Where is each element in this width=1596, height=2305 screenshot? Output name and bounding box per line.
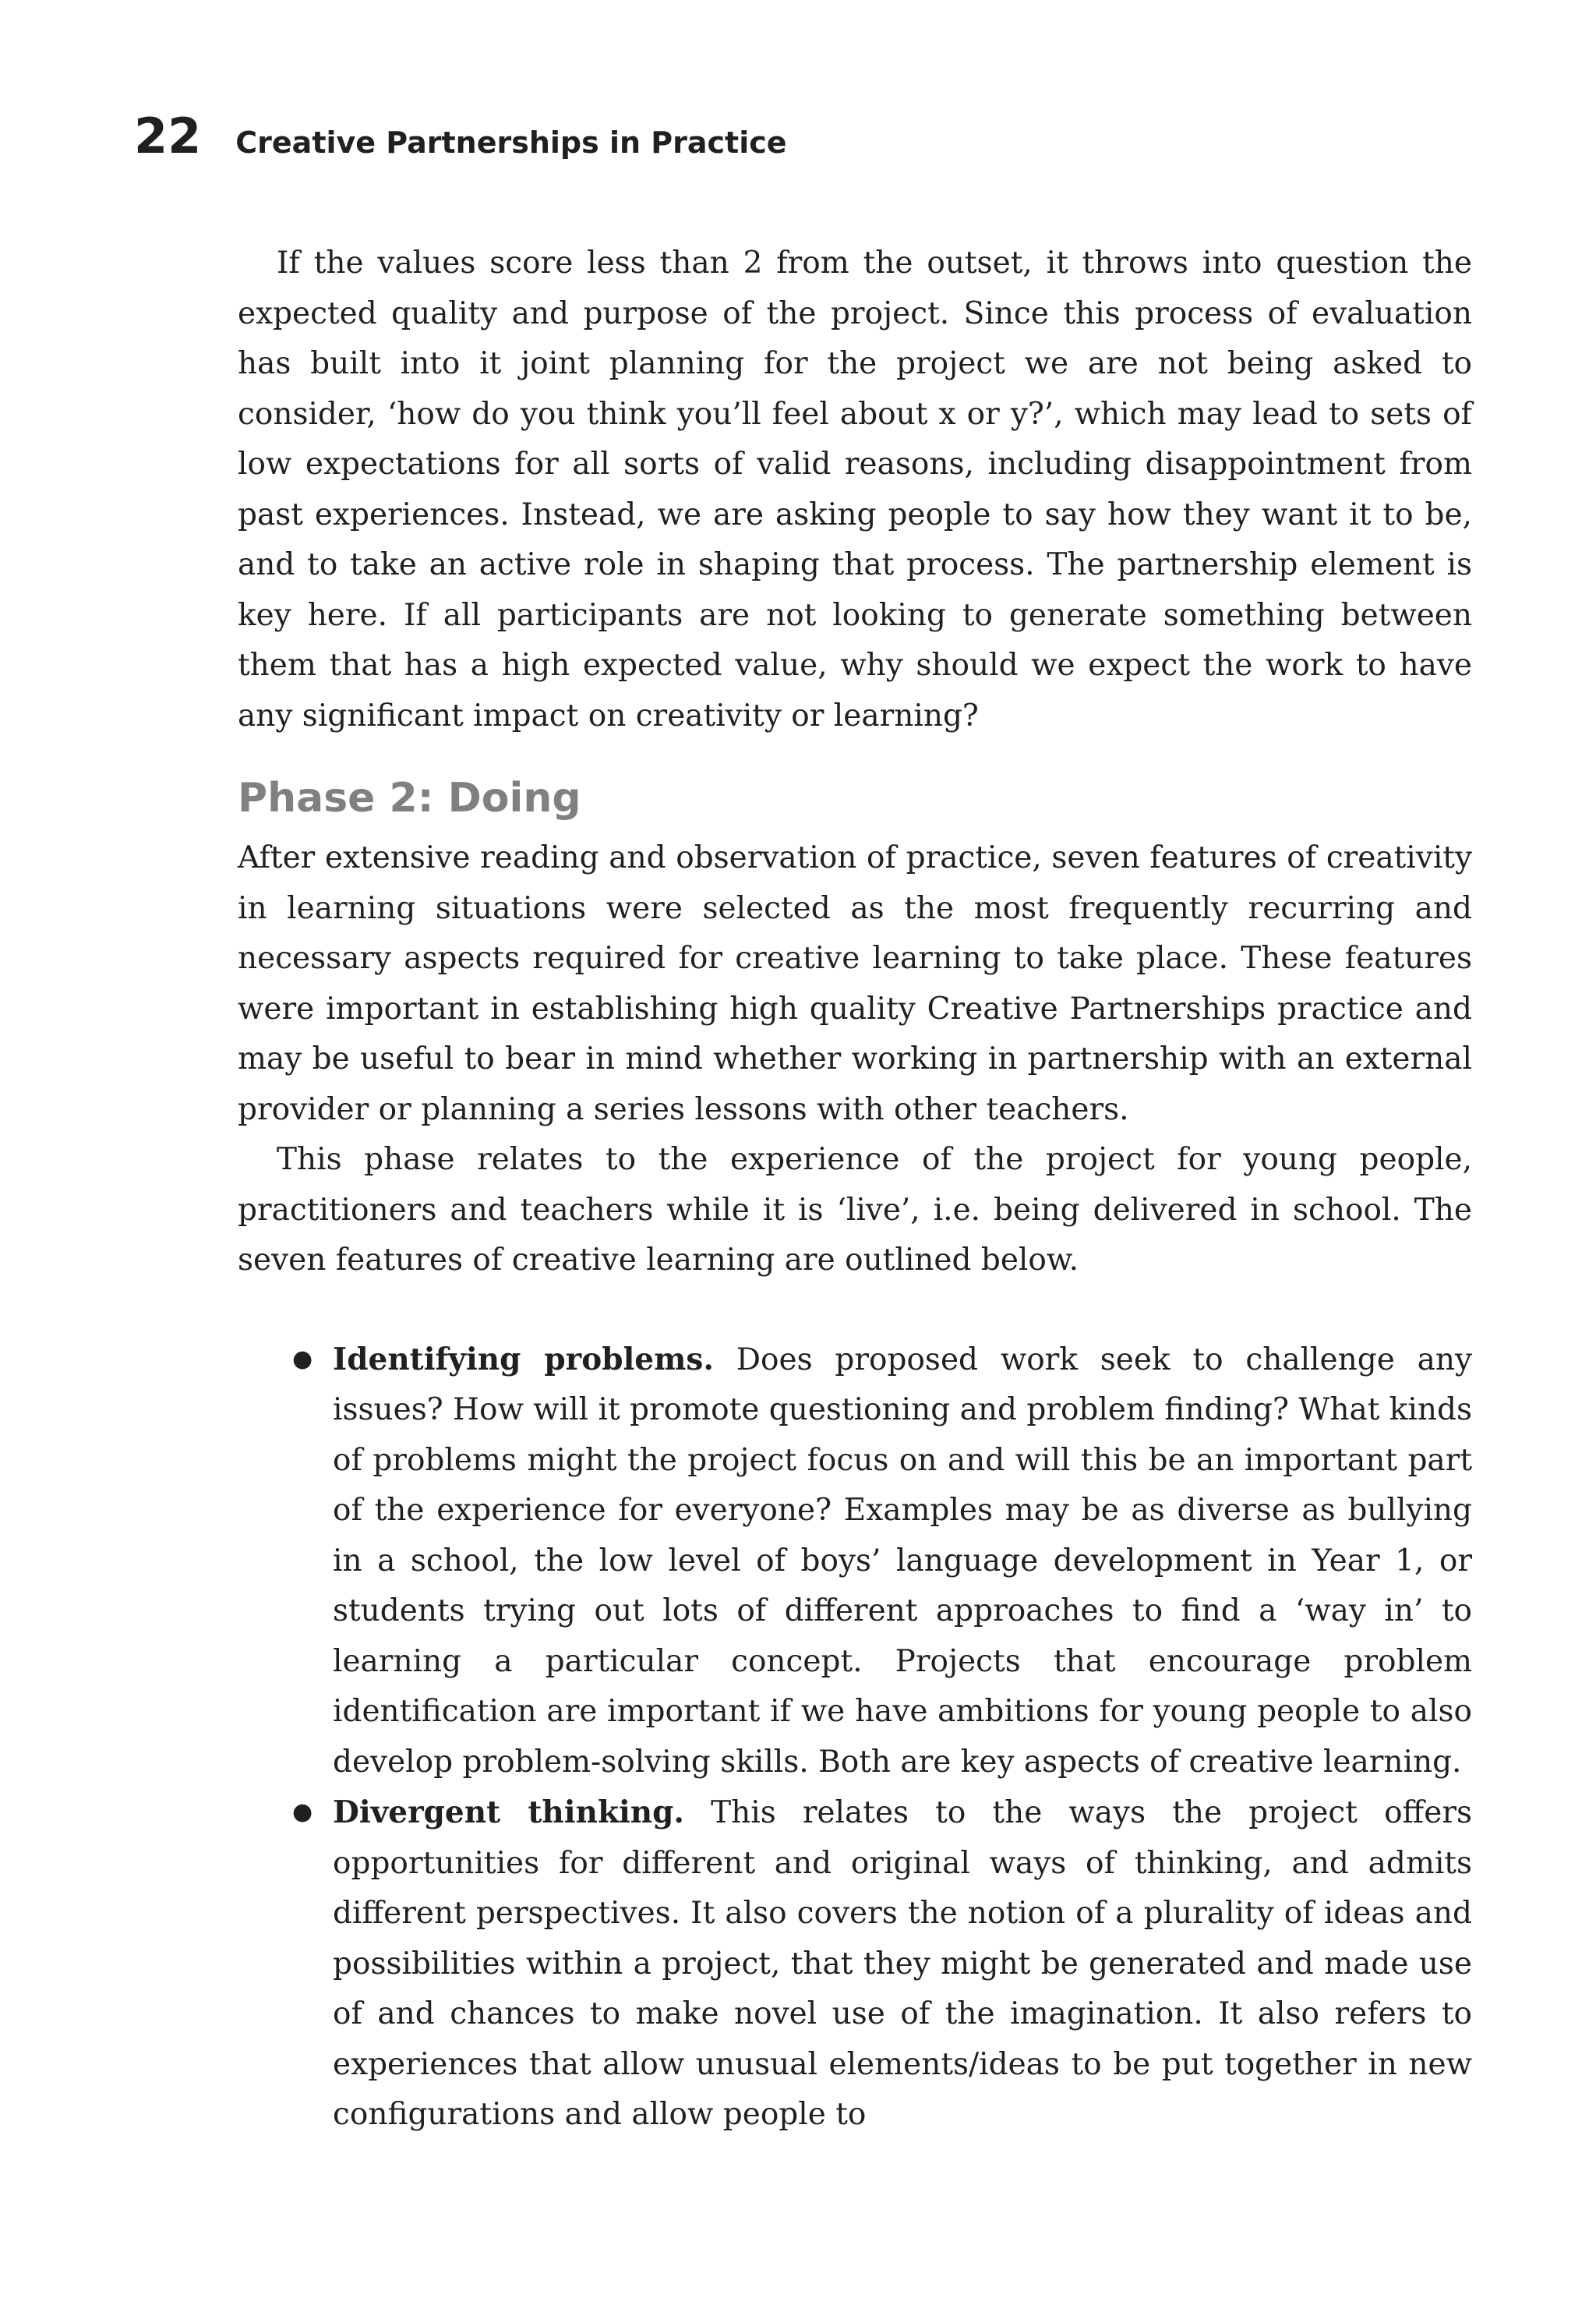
body-text [238,239,1472,2141]
bullet-icon: ● [292,1798,313,1826]
bullet-term: Divergent thinking. [333,1794,684,1831]
paragraph-phase-2: After extensive reading and observation of practice, seven features of creativity in learning situations were selected as the most frequently recurring and necessary aspects required for creative learning to take place. These features were important in establishing high quality Creative Partnerships practice and may be useful to bear in mind whether working in partnership with an external provider or planning a series lessons with other teachers. [238,840,1472,1127]
bullet-text: This relates to the ways the project offers opportunities for different and original ways of thinking, and admits different perspectives. It also covers the notion of a plurality of ideas and possibilities within a project, that they might be generated and made use of and chances to make novel use of the imagination. It also refers to experiences that allow unusual elements/ideas to be put together in new configurations and allow people to [333,1795,1472,2133]
bullet-icon: ● [292,1345,313,1373]
bullet-text: Does proposed work seek to challenge any issues? How will it promote questioning and problem finding? What kinds of problems might the project focus on and will this be an important part of the experience for everyone? Examples may be as diverse as bullying in a school, the low level of boys’ language development in Year 1, or students trying out lots of different approaches to find a ‘way in’ to learning a particular concept. Projects that encourage problem identification are important if we have ambitions for young people to also develop problem-solving skills. Both are key aspects of creative learning. [333,1342,1473,1780]
features-list [238,1335,1472,2141]
list-item [292,1335,1473,1788]
page-number: 22 [134,108,202,164]
paragraph-phase-2-live: This phase relates to the experience of the project for young people, practitioners and teachers while it is ‘live’, i.e. being delivered in school. The seven features of creative learning are outlined below. [238,1142,1472,1278]
page-header [134,108,787,164]
list-item [292,1787,1472,2141]
running-title: Creative Partnerships in Practice [235,126,787,160]
bullet-term: Identifying problems. [333,1341,714,1377]
section-heading: Phase 2: Doing [238,775,581,822]
paragraph-intro: If the values score less than 2 from the outset, it throws into question the expected quality and purpose of the project. Since this process of evaluation has built into it joint planning for the project we are not being asked to consider, ‘how do you think you’ll feel about x or y?’, which may lead to sets of low expectations for all sorts of valid reasons, including disappointment from past experiences. Instead, we are asking people to say how they want it to be, and to take an active role in shaping that process. The partnership element is key here. If all participants are not looking to generate something between them that has a high expected value, why should we expect the work to have any significant impact on creativity or learning? [238,246,1472,734]
